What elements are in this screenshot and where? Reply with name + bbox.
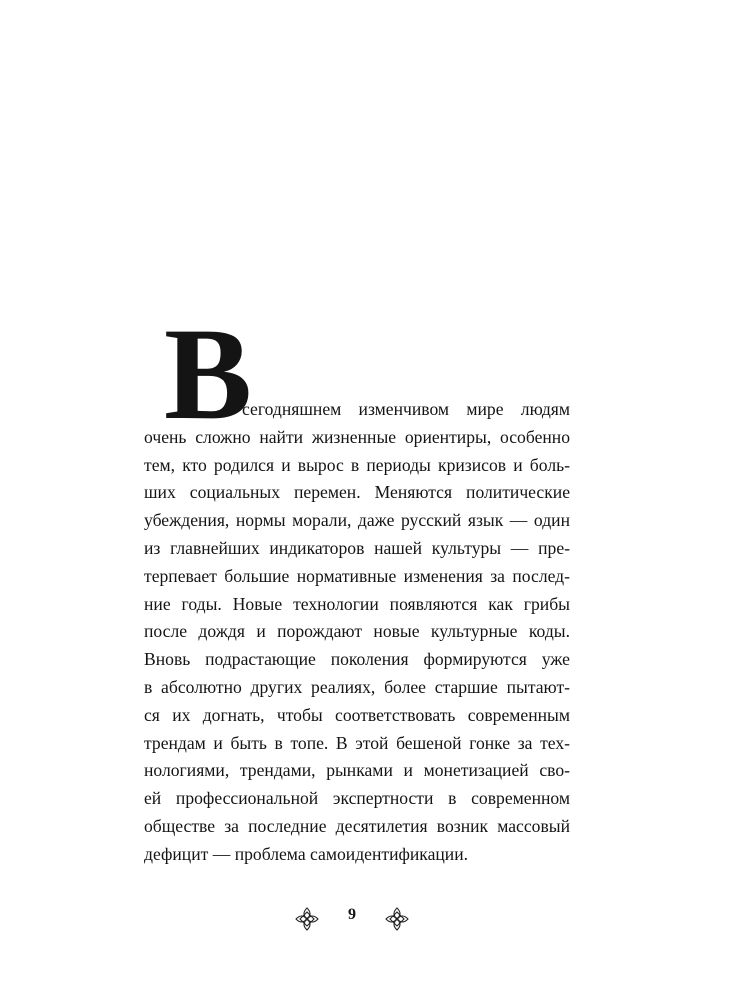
- paragraph-line: из главнейших индикаторов нашей культуры — пре-: [144, 537, 570, 558]
- paragraph-line: после дождя и порождают новые культурные коды.: [144, 621, 570, 642]
- paragraph-line: терпевает большие нормативные изменения за послед-: [144, 565, 570, 586]
- paragraph-line: обществе за последние десятилетия возник массовый: [144, 815, 570, 836]
- paragraph-line: убеждения, нормы морали, даже русский язык — один: [144, 510, 570, 531]
- paragraph-line: сегодняшнем изменчивом мире людям: [242, 399, 570, 419]
- page-footer: [0, 904, 750, 938]
- paragraph-line: Вновь подрастающие поколения формируются уже: [144, 649, 570, 670]
- paragraph-line: ей профессиональной экспертности в современном: [144, 788, 570, 809]
- floral-ornament-icon: [384, 906, 410, 932]
- paragraph-line: тем, кто родился и вырос в периоды кризисов и боль-: [144, 454, 570, 475]
- paragraph-line: ших социальных перемен. Меняются политические: [144, 482, 570, 503]
- floral-ornament-icon: [294, 906, 320, 932]
- page-number: 9: [348, 906, 356, 923]
- drop-cap: В: [164, 300, 251, 447]
- paragraph-line: в абсолютно других реалиях, более старшие пытают-: [144, 676, 570, 697]
- paragraph-line: дефицит — проблема самоидентификации.: [144, 843, 469, 864]
- paragraph-line: трендам и быть в топе. В этой бешеной гонке за тех-: [144, 732, 570, 753]
- paragraph-line: нологиями, трендами, рынками и монетизацией сво-: [144, 760, 570, 781]
- paragraph-line: очень сложно найти жизненные ориентиры, особенно: [144, 426, 570, 447]
- paragraph-line: ние годы. Новые технологии появляются как грибы: [144, 593, 570, 614]
- body-paragraph: [144, 396, 570, 869]
- paragraph-line: ся их догнать, чтобы соответствовать современным: [144, 704, 570, 725]
